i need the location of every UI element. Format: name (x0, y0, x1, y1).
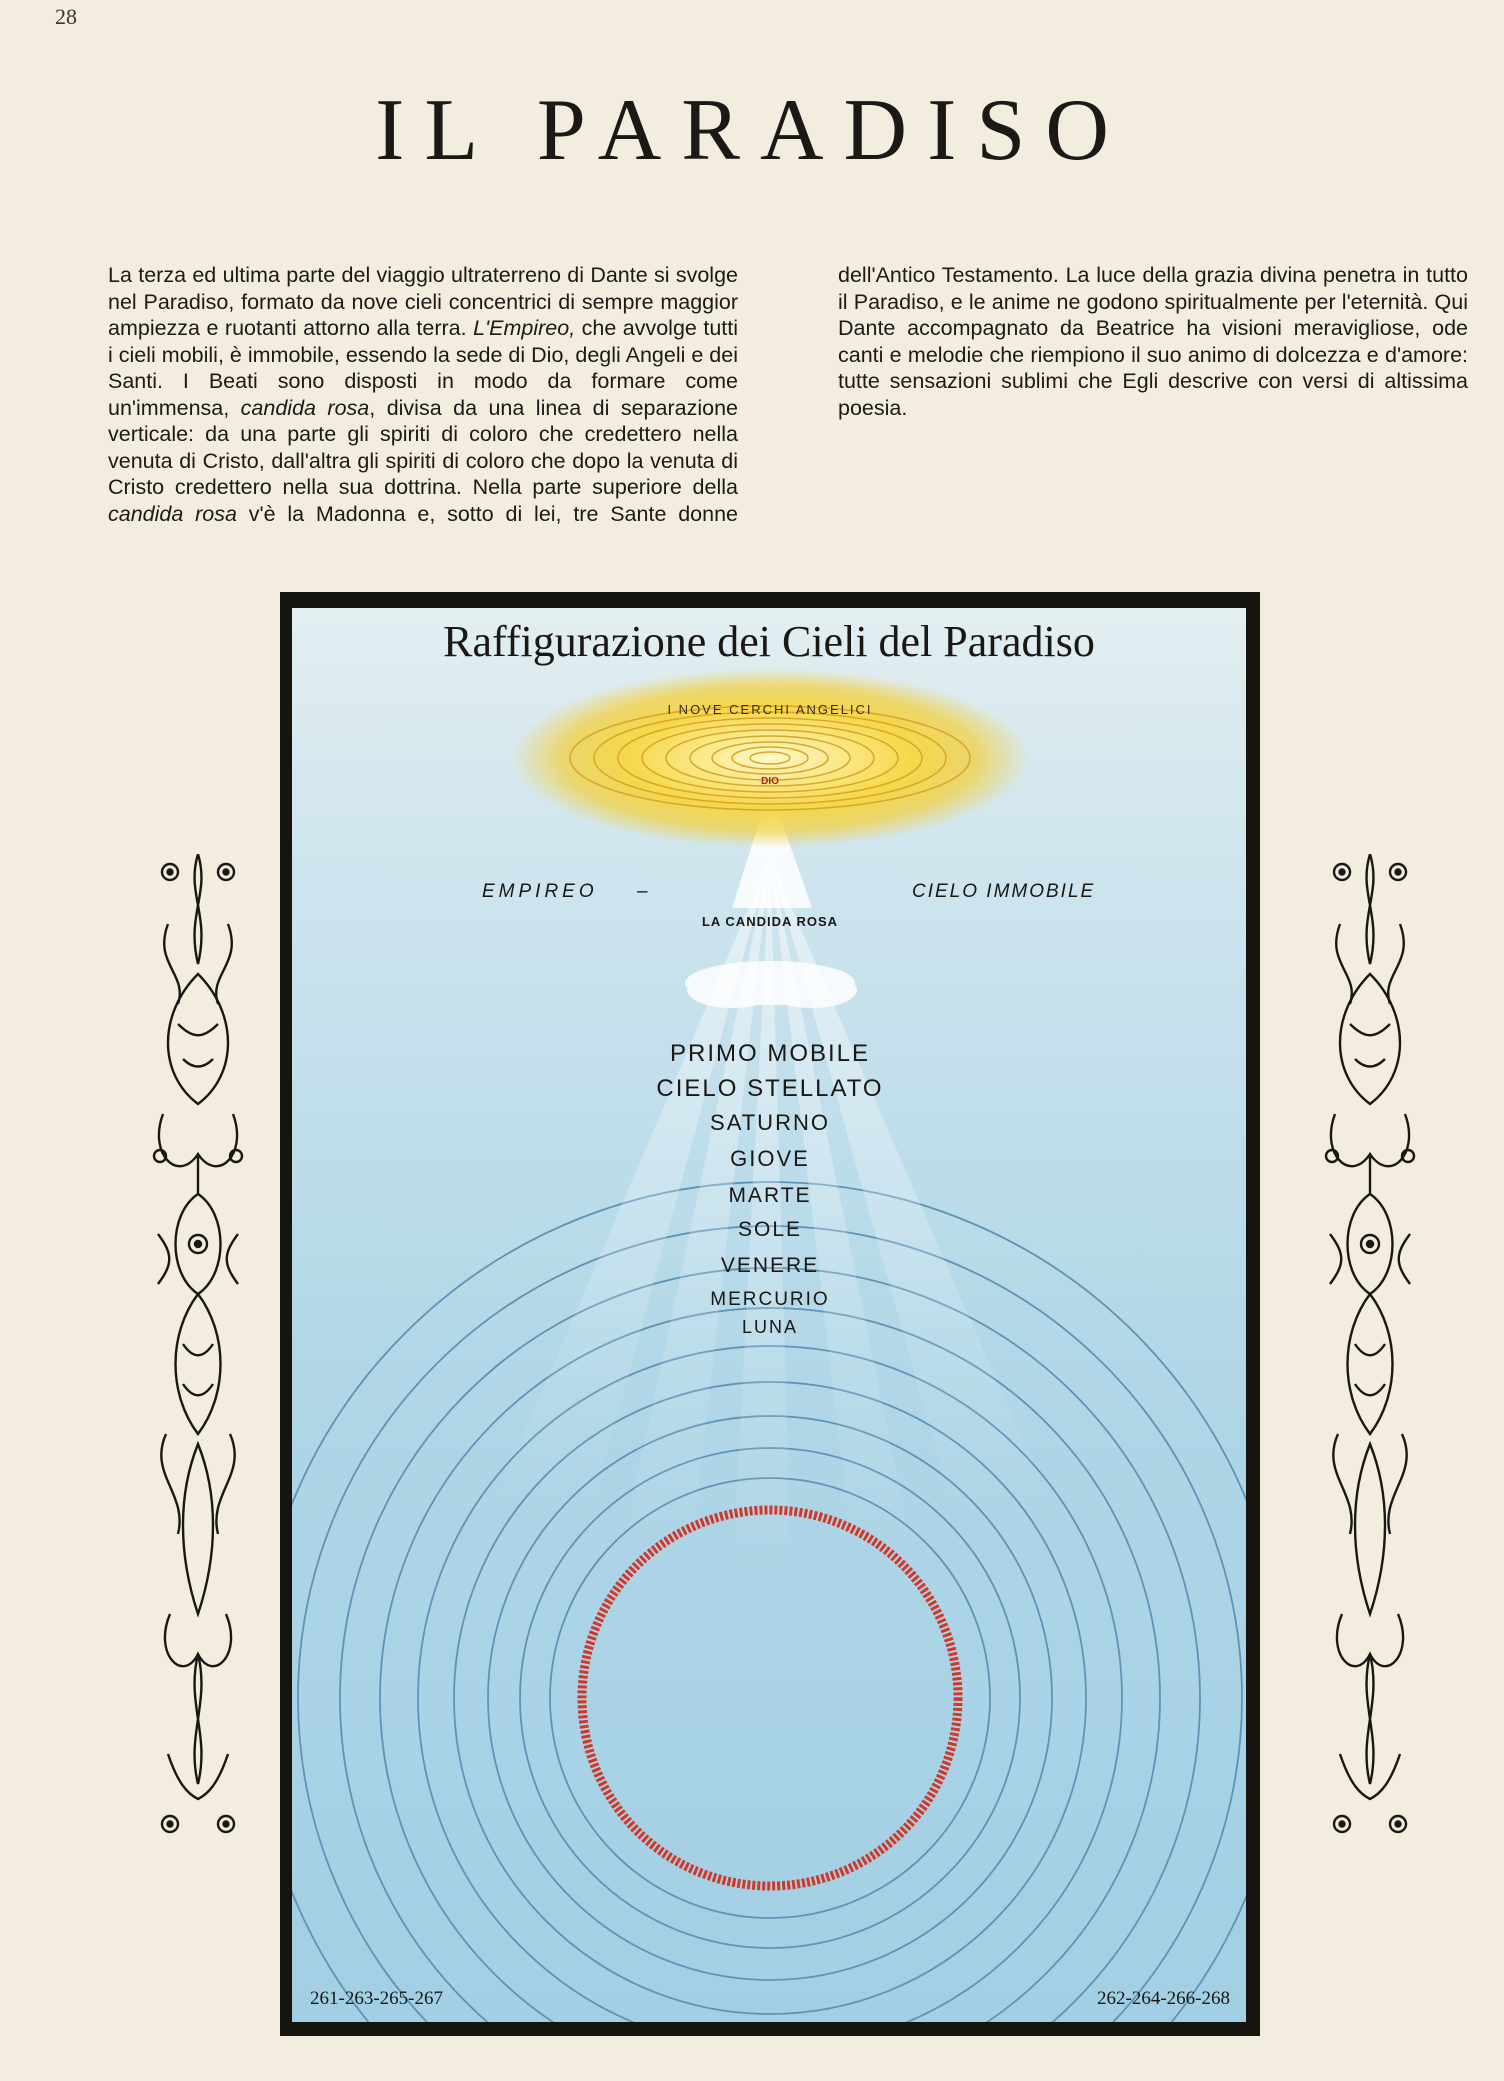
heaven-label-sole: SOLE (737, 1218, 803, 1241)
heaven-label-venere: VENERE (720, 1254, 820, 1277)
page-number: 28 (55, 4, 77, 29)
intro-emphasis-candida-rosa: candida rosa (240, 395, 370, 420)
intro-text-part: che avvolge tutti i cieli mobili, è immobile, essendo la sede di Dio, degli Angeli e dei Santi. I Beati sono disposti in modo da formare come un'immensa, (108, 316, 738, 420)
reference-numbers-right: 262-264-266-268 (1097, 1988, 1230, 2009)
intro-emphasis-empireo: L'Empireo, (473, 316, 576, 340)
empyrean-label: EMPIREO (482, 881, 598, 902)
heaven-label-primo-mobile: PRIMO MOBILE (669, 1040, 871, 1067)
angelic-circles-label: I NOVE CERCHI ANGELICI (667, 702, 873, 717)
rosette-icon (162, 864, 234, 880)
heaven-label-luna: LUNA (741, 1317, 799, 1337)
page-title: IL PARADISO (375, 82, 1129, 179)
intro-text-part: v'è la Madonna e, sotto di lei, tre Sante donne dell'Antico Testamento. La luce della grazia divina penetra in tutto il Paradiso, e le anime ne godono spiritualmente per l'eternità. Qui Dante accompagnato da Beatrice ha visioni meravigliose, ode canti e melodie che riempiono il suo animo di dolcezza e d'amore: tutte sensazioni sublimi che Egli descrive con versi di altissima poesia. (236, 263, 1468, 526)
heaven-label-marte: MARTE (728, 1184, 812, 1207)
god-label: DIO (761, 776, 779, 787)
illustration-frame (280, 592, 1260, 2036)
candida-rosa-label: LA CANDIDA ROSA (701, 914, 839, 929)
paradise-illustration (292, 608, 1246, 2022)
reference-numbers-left: 261-263-265-267 (310, 1988, 443, 2009)
floral-ornament-left (148, 854, 248, 1854)
angelic-circles-sun (510, 668, 1030, 848)
illustration-heading: Raffigurazione dei Cieli del Paradiso (443, 617, 1095, 666)
intro-text-part: , divisa da una linea di separazione verticale: da una parte gli spiriti di coloro che credettero nella venuta di Cristo, dall'altra gli spiriti di coloro che dopo la venuta di Cristo credettero nella sua dottrina. Nella parte superiore della (108, 395, 738, 499)
heaven-label-cielo-stellato: CIELO STELLATO (656, 1075, 884, 1102)
immobile-heaven-label: CIELO IMMOBILE (912, 881, 1096, 902)
candida-rosa-cloud (685, 961, 857, 1008)
intro-text (108, 262, 1468, 532)
empyrean-dash: – (637, 881, 648, 902)
heaven-label-mercurio: MERCURIO (710, 1289, 830, 1310)
intro-emphasis-candida-rosa: candida rosa (108, 501, 237, 526)
heaven-label-giove: GIOVE (730, 1146, 810, 1171)
rosette-icon (1334, 864, 1406, 880)
heaven-label-saturno: SATURNO (710, 1110, 830, 1135)
intro-text-part: La terza ed ultima parte del viaggio ultraterreno di Dante si svolge nel Paradiso, formato da nove cieli concentrici di sempre maggior ampiezza e ruotanti attorno alla terra. (108, 263, 738, 340)
floral-ornament-right (1320, 854, 1420, 1854)
